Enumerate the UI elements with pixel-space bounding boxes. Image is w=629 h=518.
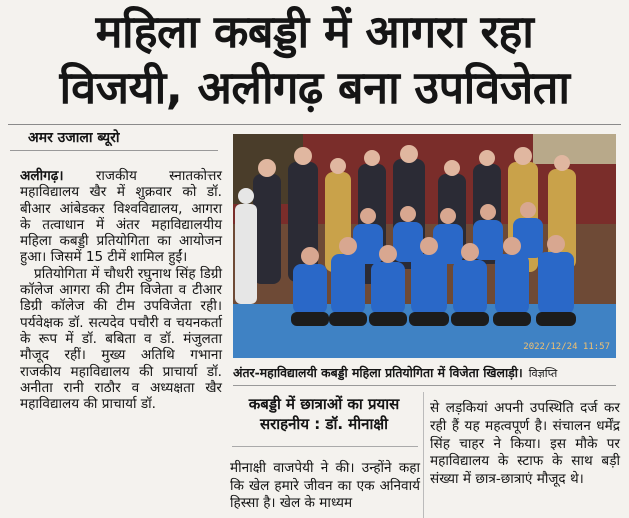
byline-divider: [10, 150, 218, 151]
dateline: अलीगढ़।: [20, 168, 64, 184]
team-photo-illustration: [233, 134, 616, 358]
caption-text: अंतर-महाविद्यालयी कबड्डी महिला प्रतियोगिता में विजेता खिलाड़ी।: [233, 365, 523, 380]
article-paragraph-1: [20, 168, 222, 266]
paragraph-1-text: राजकीय स्नातकोत्तर महाविद्यालय खैर में शुक्रवार को डॉ. बीआर आंबेडकर विश्वविद्यालय, आगरा के तत्वाधान में अंतर महाविद्यालयीय महिला कबड्डी प्रतियोगिता का आयोजन हुआ। जिसमें 15 टीमें शामिल हुईं।: [20, 168, 222, 266]
right-article-column: [430, 400, 620, 489]
left-article-column: [20, 168, 222, 412]
subheadline-line-1: कबड्डी में छात्राओं का प्रयास: [248, 395, 400, 413]
column-divider: [423, 392, 424, 518]
subheadline: [226, 394, 422, 434]
caption-credit: विज्ञप्ति: [528, 367, 558, 380]
headline-divider: [8, 124, 621, 125]
byline: अमर उजाला ब्यूरो: [28, 130, 120, 146]
photo-caption: [233, 364, 616, 381]
subheadline-line-2: सराहनीय : डॉ. मीनाक्षी: [259, 415, 388, 433]
article-paragraph-2: प्रतियोगिता में चौधरी रघुनाथ सिंह डिग्री कॉलेज आगरा की टीम विजेता व टीआर डिग्री कॉलेज की टीम उपविजेता रही। पर्यवेक्षक डॉ. सत्यदेव पचौरी व चयनकर्ता के रूप में डॉ. बबिता व डॉ. मंजुलता मौजूद रहीं। मुख्य अतिथि गभाना राजकीय महाविद्यालय की प्राचार्या डॉ. अनीता रानी राठौर व अध्यक्षता खैर महाविद्यालय की प्राचार्या डॉ.: [20, 265, 222, 413]
caption-divider: [233, 385, 616, 386]
photo-timestamp: 2022/12/24 11:57: [523, 342, 610, 352]
headline-line-1: महिला कबड्डी में आगरा रहा: [95, 5, 534, 58]
middle-article-column: मीनाक्षी वाजपेयी ने की। उन्होंने कहा कि खेल हमारे जीवन का एक अनिवार्य हिस्सा है। खेल के माध्यम: [230, 460, 420, 511]
subheadline-divider: [232, 446, 418, 447]
headline-line-2: विजयी, अलीगढ़ बना उपविजेता: [59, 61, 570, 114]
right-column-text: से लड़कियां अपनी उपस्थिति दर्ज कर रही हैं यह महत्वपूर्ण है। संचालन धर्मेंद्र सिंह चाहर ने किया। इस मौके पर महाविद्यालय के स्टाफ के साथ बड़ी संख्या में छात्र-छात्राएं मौजूद थे।: [430, 400, 620, 488]
team-photo: [233, 134, 616, 358]
headline: [0, 4, 629, 116]
